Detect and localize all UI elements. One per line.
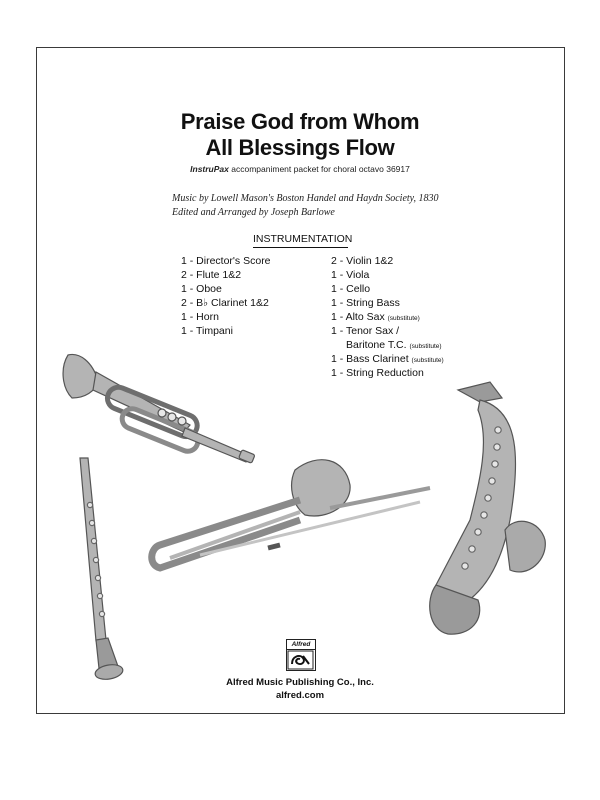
instrument-part-label: Baritone T.C. [346, 339, 407, 351]
page-title-line-1: Praise God from Whom [180, 109, 420, 134]
instrument-part-label: 1 - Alto Sax [331, 311, 385, 323]
instrument-part-label: 2 - Flute 1&2 [181, 269, 242, 281]
instrument-part-label: 1 - String Bass [331, 297, 400, 309]
instrument-part-label: 1 - Bass Clarinet [331, 353, 409, 365]
trumpet-icon [63, 354, 255, 463]
instrument-part-label: 1 - Viola [331, 269, 370, 281]
clarinet-icon [80, 458, 124, 681]
instrument-part-label: 1 - Timpani [181, 325, 233, 337]
instrument-part-note: (substitute) [387, 315, 420, 322]
subtitle-brand: InstruPax [190, 164, 229, 174]
instrument-part-label: 1 - Oboe [181, 283, 222, 295]
subtitle-text: accompaniment packet for choral octavo 36917 [228, 164, 410, 174]
publisher-url[interactable]: alfred.com [275, 690, 325, 701]
instrument-part-note: (substitute) [409, 343, 442, 350]
alfred-logo-icon [286, 639, 316, 671]
instrument-part-label: 1 - Director's Score [181, 255, 271, 267]
arranger-credit: Edited and Arranged by Joseph Barlowe [172, 207, 335, 218]
page-title-line-2: All Blessings Flow [205, 135, 395, 160]
instrument-part-label: 2 - Violin 1&2 [331, 255, 394, 267]
saxophone-icon [430, 382, 546, 634]
trombone-icon [152, 460, 430, 568]
instrument-part-label: 2 - B♭ Clarinet 1&2 [181, 297, 269, 309]
alfred-logo-text: Alfred [287, 640, 315, 650]
instrument-part-label: 1 - String Reduction [331, 367, 424, 379]
instrument-part-note: (substitute) [411, 357, 444, 364]
publisher-name: Alfred Music Publishing Co., Inc. [226, 677, 374, 688]
instrument-part-label: 1 - Cello [331, 283, 371, 295]
instrumentation-heading: INSTRUMENTATION [253, 233, 348, 248]
alfred-logo-emblem [287, 650, 314, 670]
music-credit: Music by Lowell Mason's Boston Handel and Haydn Society, 1830 [172, 193, 439, 204]
instrument-part-label: 1 - Tenor Sax / [331, 325, 400, 337]
instrument-part-label: 1 - Horn [181, 311, 219, 323]
